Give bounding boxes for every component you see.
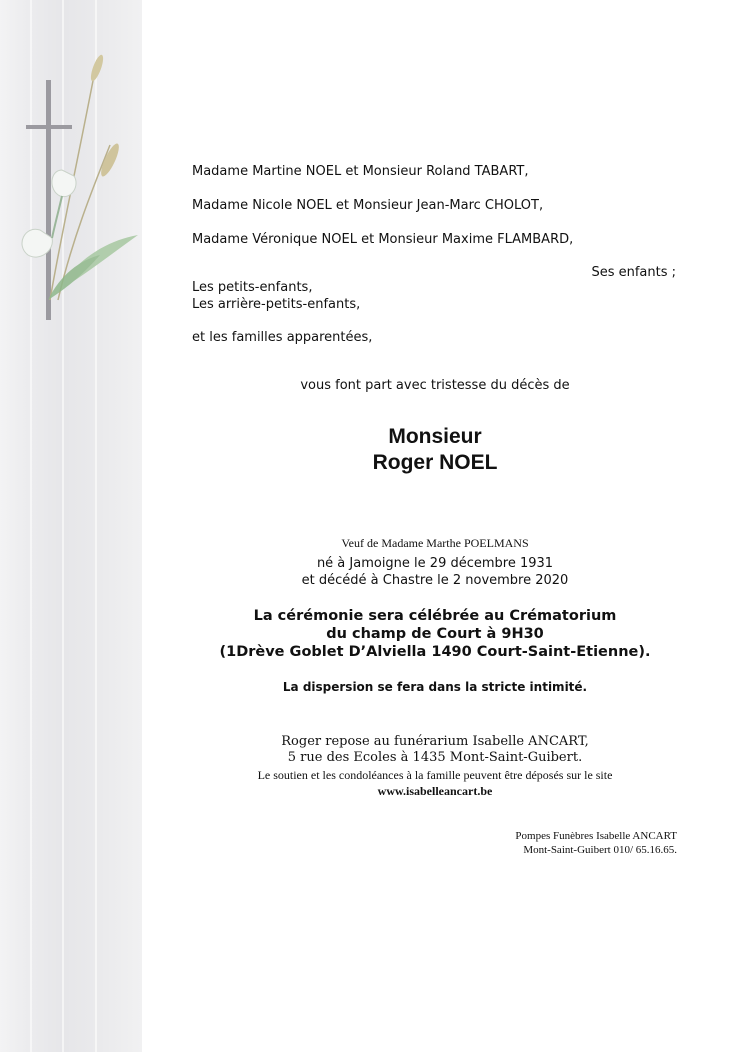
funeral-home-line-2: 5 rue des Ecoles à 1435 Mont-Saint-Guibert.	[287, 750, 583, 765]
funeral-home-line-1: Roger repose au funérarium Isabelle ANCART,	[281, 734, 589, 749]
relatives-line: et les familles apparentées,	[192, 330, 373, 345]
condolences-line: Le soutien et les condoléances à la famille peuvent être déposés sur le site	[257, 768, 613, 782]
family-line-2: Madame Nicole NOEL et Monsieur Jean-Marc CHOLOT,	[192, 198, 544, 213]
death-line: et décédé à Chastre le 2 novembre 2020	[301, 573, 569, 588]
leaf-icon	[48, 235, 138, 300]
great-grandchildren-line: Les arrière-petits-enfants,	[192, 297, 361, 312]
ceremony-line-1: La cérémonie sera célébrée au Crématorium	[253, 608, 617, 624]
family-line-1: Madame Martine NOEL et Monsieur Roland TABART,	[192, 164, 529, 179]
cross-lily-wheat-illustration	[0, 50, 142, 340]
footer-line-1: Pompes Funèbres Isabelle ANCART	[515, 830, 677, 842]
footer-line-2: Mont-Saint-Guibert 010/ 65.16.65.	[523, 844, 677, 856]
spouse-line: Veuf de Madame Marthe POELMANS	[341, 536, 529, 550]
announcement-text: vous font part avec tristesse du décès de	[300, 378, 570, 393]
children-label: Ses enfants ;	[591, 265, 676, 280]
ceremony-line-2: du champ de Court à 9H30	[326, 626, 544, 642]
grandchildren-line: Les petits-enfants,	[192, 280, 313, 295]
birth-line: né à Jamoigne le 29 décembre 1931	[316, 556, 554, 571]
deceased-name: Roger NOEL	[372, 451, 498, 474]
ceremony-line-3: (1Drève Goblet D’Alviella 1490 Court-Saint-Etienne).	[219, 644, 651, 660]
deceased-title: Monsieur	[388, 425, 482, 448]
website-link[interactable]: www.isabelleancart.be	[377, 784, 493, 798]
dispersion-line: La dispersion se fera dans la stricte intimité.	[282, 680, 588, 694]
family-line-3: Madame Véronique NOEL et Monsieur Maxime FLAMBARD,	[192, 232, 574, 247]
